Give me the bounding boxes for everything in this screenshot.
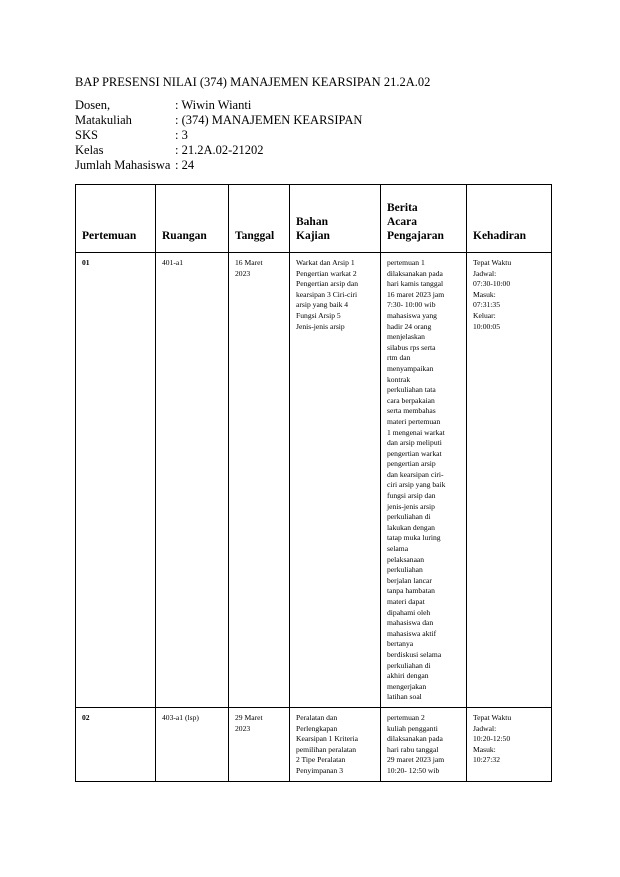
column-header-berita-acara: Berita Acara Pengajaran [381,185,467,253]
cell-bahan-kajian: Warkat dan Arsip 1 Pengertian warkat 2 Pengertian arsip dan kearsipan 3 Ciri-ciri arsip yang baik 4 Fungsi Arsip 5 Jenis-jenis arsip [290,253,381,708]
info-row-jumlah-mahasiswa [75,158,362,173]
cell-tanggal: 16 Maret 2023 [229,253,290,708]
attendance-table [75,184,552,782]
info-row-matakuliah [75,113,362,128]
info-value: : 21.2A.02-21202 [175,143,264,157]
table-row [76,253,552,708]
column-header-ruangan: Ruangan [156,185,229,253]
info-row-sks [75,128,362,143]
info-value: : 3 [175,128,188,142]
info-label: Kelas [75,143,104,157]
table-row [76,708,552,782]
column-header-bahan-kajian: Bahan Kajian [290,185,381,253]
cell-ruangan: 403-a1 (lsp) [156,708,229,782]
info-value: : Wiwin Wianti [175,98,252,112]
column-header-pertemuan: Pertemuan [76,185,156,253]
cell-pertemuan: 02 [76,708,156,782]
info-value: : 24 [175,158,195,172]
cell-berita-acara: pertemuan 1 dilaksanakan pada hari kamis tanggal 16 maret 2023 jam 7:30- 10:00 wib mahasiswa yang hadir 24 orang menjelaskan silabus rps serta rtm dan menyampaikan kontrak perkuliahan tata cara berpakaian serta membahas materi pertemuan 1 mengenai warkat dan arsip meliputi pengertian warkat pengertian arsip dan kearsipan ciri- ciri arsip yang baik fungsi arsip dan jenis-jenis arsip perkuliahan di lakukan dengan tatap muka luring selama pelaksanaan perkuliahan berjalan lancar tanpa hambatan materi dapat dipahami oleh mahasiswa dan mahasiswa aktif bertanya berdiskusi selama perkuliahan di akhiri dengan mengerjakan latihan soal [381,253,467,708]
cell-kehadiran: Tepat Waktu Jadwal: 10:20-12:50 Masuk: 10:27:32 [467,708,552,782]
cell-tanggal: 29 Maret 2023 [229,708,290,782]
table-header-row [76,185,552,253]
info-label: SKS [75,128,98,142]
cell-berita-acara: pertemuan 2 kuliah pengganti dilaksanakan pada hari rabu tanggal 29 maret 2023 jam 10:20- 12:50 wib [381,708,467,782]
course-info [75,98,362,173]
info-label: Matakuliah [75,113,132,127]
info-value: : (374) MANAJEMEN KEARSIPAN [175,113,363,127]
cell-pertemuan: 01 [76,253,156,708]
info-row-kelas [75,143,362,158]
info-label: Dosen, [75,98,111,112]
info-label: Jumlah Mahasiswa [75,158,171,172]
cell-bahan-kajian: Peralatan dan Perlengkapan Kearsipan 1 Kriteria pemilihan peralatan 2 Tipe Peralatan Penyimpanan 3 [290,708,381,782]
info-row-dosen [75,98,362,113]
column-header-kehadiran: Kehadiran [467,185,552,253]
cell-kehadiran: Tepat Waktu Jadwal: 07:30-10:00 Masuk: 07:31:35 Keluar: 10:00:05 [467,253,552,708]
document-title: BAP PRESENSI NILAI (374) MANAJEMEN KEARSIPAN 21.2A.02 [75,75,431,89]
column-header-tanggal: Tanggal [229,185,290,253]
cell-ruangan: 401-a1 [156,253,229,708]
